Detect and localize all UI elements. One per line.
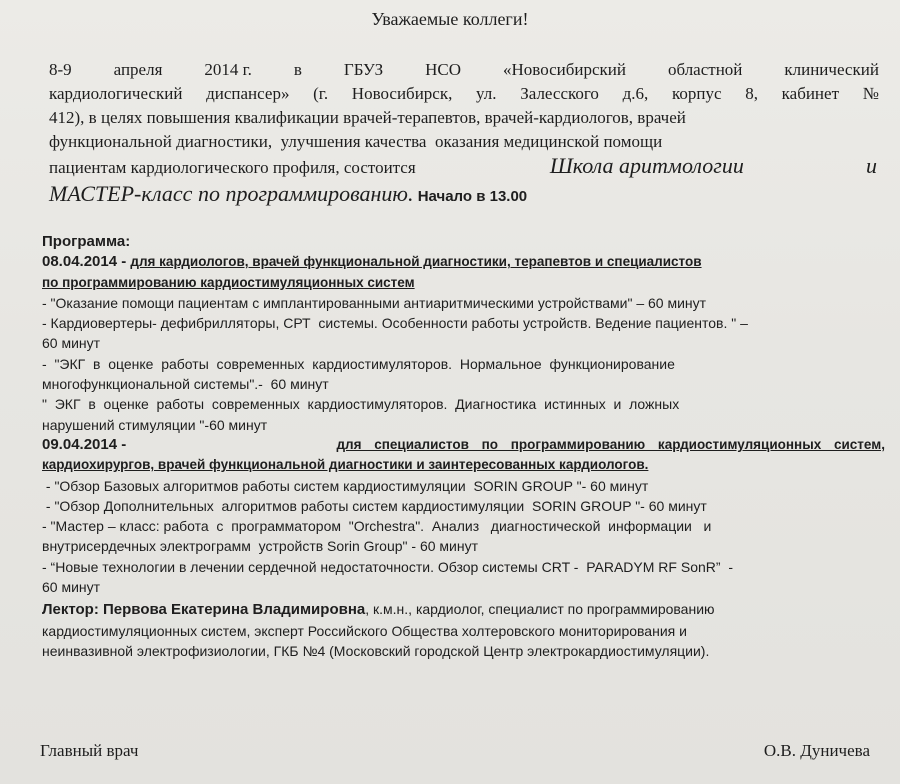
day2-item	[42, 557, 885, 598]
master-class-title: МАСТЕР-класс по программированию.	[49, 181, 414, 206]
intro-line-1-word: ГБУЗ	[343, 60, 384, 79]
day2-item-line: - “Новые технологии в лечении сердечной недостаточности. Обзор системы CRT - PARADYM RF SonR” -	[42, 558, 733, 575]
intro-line-2-word: №	[862, 84, 879, 103]
program-title: Программа:	[42, 233, 131, 250]
intro-line-5-text: пациентам кардиологического профиля, состоится	[49, 158, 416, 177]
intro-line-1-word: клинический	[784, 60, 879, 79]
day2-item-line: внутрисердечных электрограмм устройств Sorin Group" - 60 минут	[42, 538, 479, 555]
lecturer-line-1	[42, 599, 885, 620]
signature-title: Главный врач	[40, 741, 139, 760]
day1-item-line: 60 минут	[42, 335, 101, 352]
day1-item	[42, 394, 885, 435]
day2-item-line: - "Обзор Дополнительных алгоритмов работы систем кардиостимуляции SORIN GROUP "- 60 минут	[42, 497, 707, 514]
day2-item-line: - "Мастер – класс: работа с программатором "Orchestra". Анализ диагностической информации и	[42, 518, 712, 535]
day2-header	[42, 435, 885, 455]
day2-audience-line1: для специалистов по программированию кардиостимуляционных систем,	[336, 436, 885, 452]
day2-item-line: 60 минут	[42, 579, 101, 596]
intro-line-4: функциональной диагностики, улучшения качества оказания медицинской помощи	[49, 132, 663, 151]
intro-line-1-word: апреля	[113, 60, 163, 79]
intro-line-1-word: в	[293, 60, 302, 79]
day2-item-line: - "Обзор Базовых алгоритмов работы систем кардиостимуляции SORIN GROUP "- 60 минут	[42, 477, 649, 494]
intro-line-1	[49, 58, 879, 82]
day1-date: 08.04.2014 -	[42, 253, 131, 271]
lecturer-line-3: неинвазивной электрофизиологии, ГКБ №4 (Московский городской Центр электрокардиостимуляции).	[42, 642, 710, 659]
intro-line-5	[49, 154, 879, 180]
day1-item-line: - "Оказание помощи пациентам с имплантированными антиаритмическими устройствами" – 60 минут	[42, 294, 707, 311]
school-title: Школа аритмологии	[549, 153, 744, 178]
day1-item	[42, 293, 885, 313]
lecturer-line-2: кардиостимуляционных систем, эксперт Российского Общества холтеровского мониторирования и	[42, 622, 687, 639]
day1-audience-line1: для кардиологов, врачей функциональной диагностики, терапевтов и специалистов	[130, 254, 702, 270]
lecturer-block	[42, 599, 885, 661]
day2-item	[42, 476, 885, 496]
intro-line-1-word: «Новосибирский	[503, 60, 627, 79]
day1-item	[42, 354, 885, 395]
day1-item-line: " ЭКГ в оценке работы современных кардиостимуляторов. Диагностика истинных и ложных	[42, 396, 680, 413]
intro-paragraph	[49, 58, 879, 209]
intro-line-2-word: Новосибирск,	[351, 84, 453, 103]
intro-line-2-word: кабинет	[781, 84, 840, 103]
intro-line-2-word: Залесского	[520, 84, 599, 103]
start-time: Начало в 13.00	[417, 188, 528, 205]
intro-line-2-word: д.6,	[622, 84, 649, 103]
lecturer-name: Лектор: Первова Екатерина Владимировна	[42, 601, 366, 619]
intro-line-3: 412), в целях повышения квалификации врачей-терапевтов, врачей-кардиологов, врачей	[49, 108, 686, 127]
day2-items	[42, 476, 885, 598]
day2-audience-line2-row	[42, 455, 885, 475]
day2-audience-line2: кардиохирургов, врачей функциональной диагностики и заинтересованных кардиологов.	[42, 457, 649, 473]
intro-line-6	[49, 182, 879, 209]
lecturer-credentials: , к.м.н., кардиолог, специалист по программированию	[365, 601, 715, 618]
intro-line-2-word: ул.	[476, 84, 497, 103]
day1-item	[42, 313, 885, 354]
intro-line-2	[49, 82, 879, 106]
program-section	[42, 232, 885, 661]
day1-header	[42, 252, 885, 272]
intro-line-2-word: 8,	[745, 84, 758, 103]
intro-line-2-word: (г.	[313, 84, 329, 103]
day1-item-line: - Кардиовертеры- дефибрилляторы, СРТ системы. Особенности работы устройств. Ведение пациентов. " –	[42, 315, 748, 332]
day2-item	[42, 496, 885, 516]
day1-item-line: - "ЭКГ в оценке работы современных кардиостимуляторов. Нормальное функционирование	[42, 355, 675, 372]
intro-line-2-word: диспансер»	[206, 84, 290, 103]
day1-audience-line2-row	[42, 273, 885, 293]
school-title-and: и	[866, 153, 877, 178]
intro-line-1-word: областной	[667, 60, 743, 79]
day2-date: 09.04.2014 -	[42, 435, 127, 453]
intro-line-1-word: НСО	[425, 60, 462, 79]
intro-line-1-word: 8-9	[49, 60, 72, 79]
letter-heading: Уважаемые коллеги!	[371, 9, 529, 29]
signature-name: О.В. Дуничева	[763, 741, 870, 760]
intro-line-2-word: кардиологический	[49, 84, 183, 103]
day1-items	[42, 293, 885, 435]
intro-line-2-word: корпус	[671, 84, 722, 103]
day1-item-line: многофункциональной системы".- 60 минут	[42, 376, 329, 393]
day1-audience-line2: по программированию кардиостимуляционных систем	[42, 274, 415, 290]
day2-item	[42, 516, 885, 557]
intro-line-1-word: 2014 г.	[204, 60, 252, 79]
day1-item-line: нарушений стимуляции "-60 минут	[42, 416, 268, 433]
